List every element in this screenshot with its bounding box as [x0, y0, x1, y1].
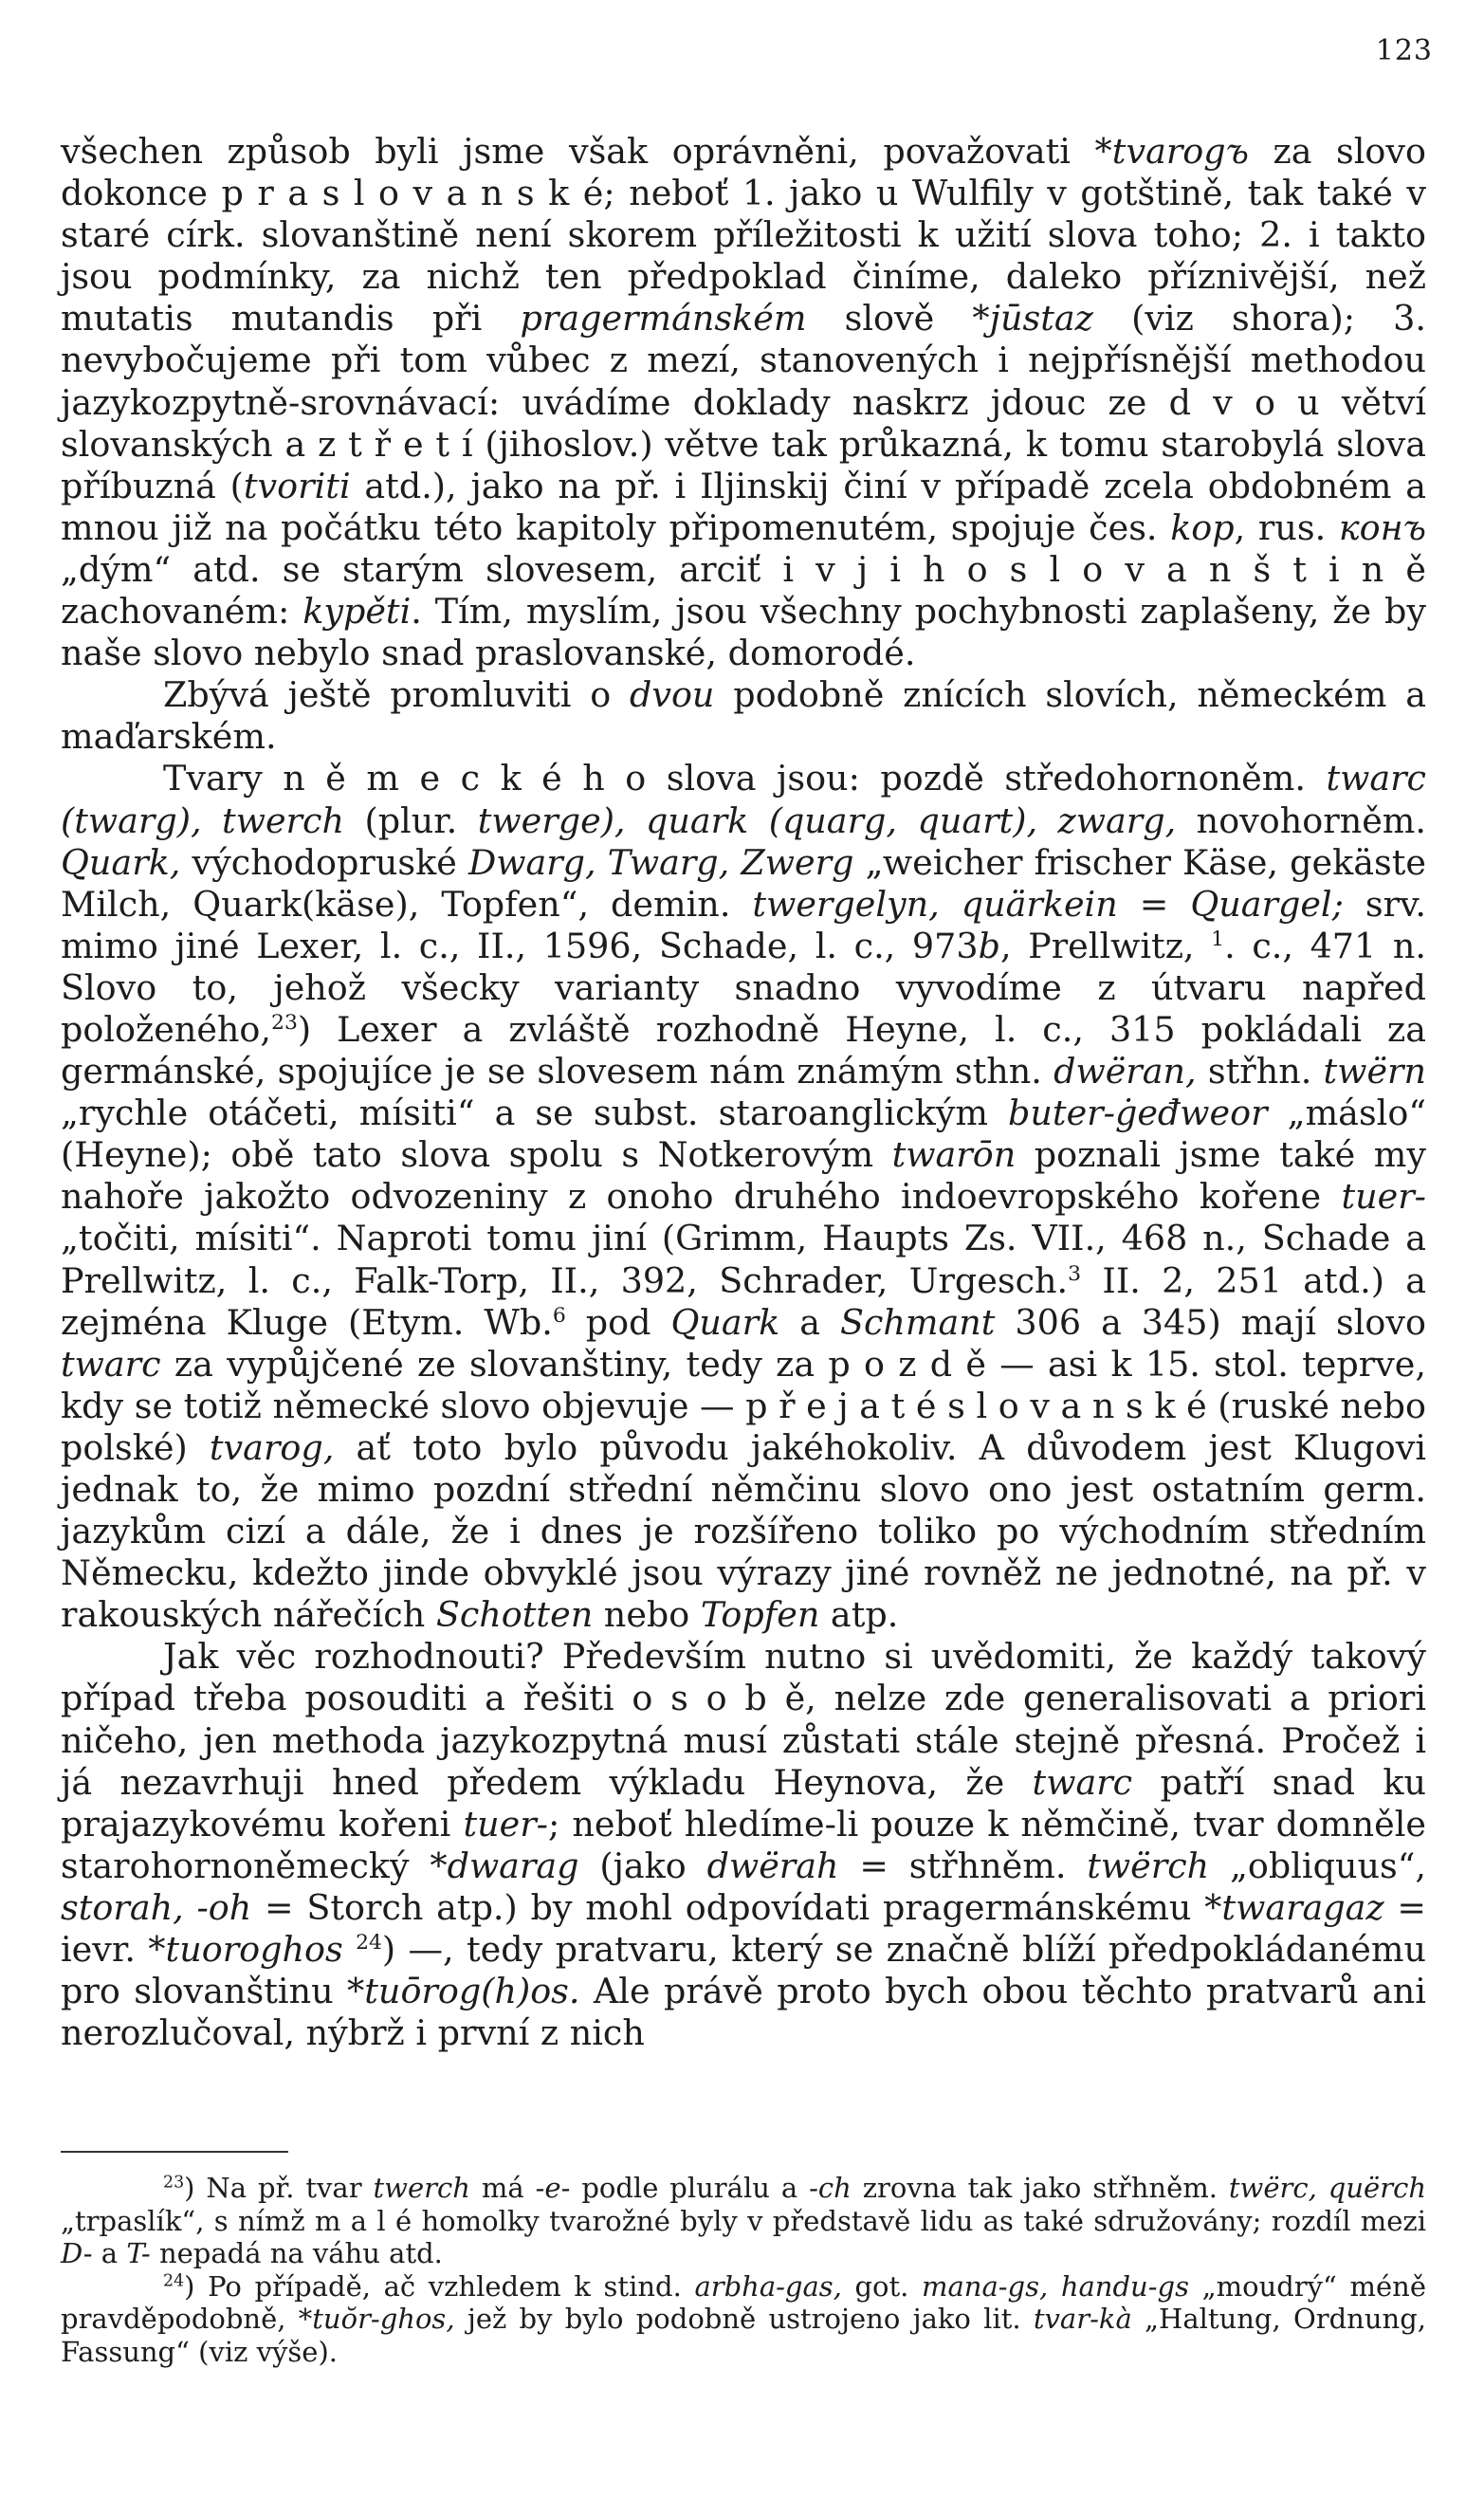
paragraph: všechen způsob byli jsme však oprávněni, považovati *tvarogъ za slovo dokonce p r a s l o v a n s k é; neboť 1. jako u Wulfily v gotštině, tak také v staré círk. slovanštině není skorem příležitosti k užití slova toho; 2. i takto jsou podmínky, za nichž ten předpoklad činíme, daleko příznivější, než mutatis mutandis při pragermánském slově *jūstaz (viz shora); 3. nevybočujeme při tom vůbec z mezí, stanovených i nejpřísnější methodou jazykozpytně-srovnávací: uvádíme doklady naskrz jdouc ze d v o u větví slovanských a z t ř e t í (jihoslov.) větve tak průkazná, k tomu starobylá slova příbuzná (tvoriti atd.), jako na př. i Iljinskij činí v případě zcela obdobném a mnou již na počátku této kapitoly připomenutém, spojuje čes. kop, rus. конъ „dým“ atd. se starým slovesem, arciť i v j i h o s l o v a n š t i n ě zachovaném: kypěti. Tím, myslím, jsou všechny pochybnosti zaplašeny, že by naše slovo nebylo snad praslovanské, domorodé. [61, 131, 1427, 674]
paragraph: Tvary n ě m e c k é h o slova jsou: pozdě středohornoněm. twarc (twarg), twerch (plur. twerge), quark (quarg, quart), zwarg, novohorněm. Quark, východopruské Dwarg, Twarg, Zwerg „weicher frischer Käse, gekäste Milch, Quark(käse), Topfen“, demin. twergelyn, quärkein = Quargel; srv. mimo jiné Lexer, l. c., II., 1596, Schade, l. c., 973b, Prellwitz, $^1$. c., 471 n. Slovo to, jehož všecky varianty snadno vyvodíme z útvaru napřed položeného,$^{23}$) Lexer a zvláště rozhodně Heyne, l. c., 315 pokládali za germánské, spojujíce je se slovesem nám známým sthn. dwëran, střhn. twërn „rychle otáčeti, mísiti“ a se subst. staroanglickým buter-ġeđweor „máslo“ (Heyne); obě tato slova spolu s Notkerovým twarōn poznali jsme také my nahoře jakožto odvozeniny z onoho druhého indoevropského kořene tuer- „točiti, mísiti“. Naproti tomu jiní (Grimm, Haupts Zs. VII., 468 n., Schade a Prellwitz, l. c., Falk-Torp, II., 392, Schrader, Urgesch.$^3$ II. 2, 251 atd.) a zejména Kluge (Etym. Wb.$^6$ pod Quark a Schmant 306 a 345) mají slovo twarc za vypůjčené ze slovanštiny, tedy za p o z d ě — asi k 15. stol. teprve, kdy se totiž německé slovo objevuje — p ř e j a t é s l o v a n s k é (ruské nebo polské) tvarog, ať toto bylo původu jakéhokoliv. A důvodem jest Klugovi jednak to, že mimo pozdní střední němčinu slovo ono jest ostatním germ. jazykům cizí a dále, že i dnes je rozšířeno toliko po východním středním Německu, kdežto jinde obvyklé jsou výrazy jiné rovněž ne jednotné, na př. v rakouských nářečích Schotten nebo Topfen atp. [61, 758, 1427, 1636]
page-number: 123 [1375, 34, 1433, 67]
footnote-divider [61, 2151, 288, 2153]
paragraph: Zbývá ještě promluviti o dvou podobně znících slovích, německém a maďarském. [61, 674, 1427, 758]
footnotes [61, 2172, 1426, 2368]
main-text [61, 131, 1426, 2054]
paragraph: Jak věc rozhodnouti? Především nutno si uvědomiti, že každý takový případ třeba posouditi a řešiti o s o b ě, nelze zde generalisovati a priori ničeho, jen methoda jazykozpytná musí zůstati stále stejně přesná. Pročež i já nezavrhuji hned předem výkladu Heynova, že twarc patří snad ku prajazykovému kořeni tuer-; neboť hledíme-li pouze k němčině, tvar domněle starohornoněmecký *dwarag (jako dwërah = střhněm. twërch „obliquus“, storah, -oh = Storch atp.) by mohl odpovídati pragermánskému *twaragaz = ievr. *tuoroghos $^{24}$) —, tedy pratvaru, který se značně blíží předpokládanému pro slovanštinu *tuōrog(h)os. Ale právě proto bych obou těchto pratvarů ani nerozlučoval, nýbrž i první z nich [61, 1636, 1427, 2054]
footnote: $^{24}$) Po případě, ač vzhledem k stind. arbha-gas, got. mana-gs, handu-gs „moudrý“ méně pravděpodobně, *tuŏr-ghos, jež by bylo podobně ustrojeno jako lit. tvar-kà „Haltung, Ordnung, Fassung“ (viz výše). [61, 2269, 1426, 2368]
footnote: $^{23}$) Na př. tvar twerch má -e- podle plurálu a -ch zrovna tak jako střhněm. twërc, quërch „trpaslík“, s nímž m a l é homolky tvarožné byly v představě lidu as také sdružovány; rozdíl mezi D- a T- nepadá na váhu atd. [61, 2172, 1426, 2269]
